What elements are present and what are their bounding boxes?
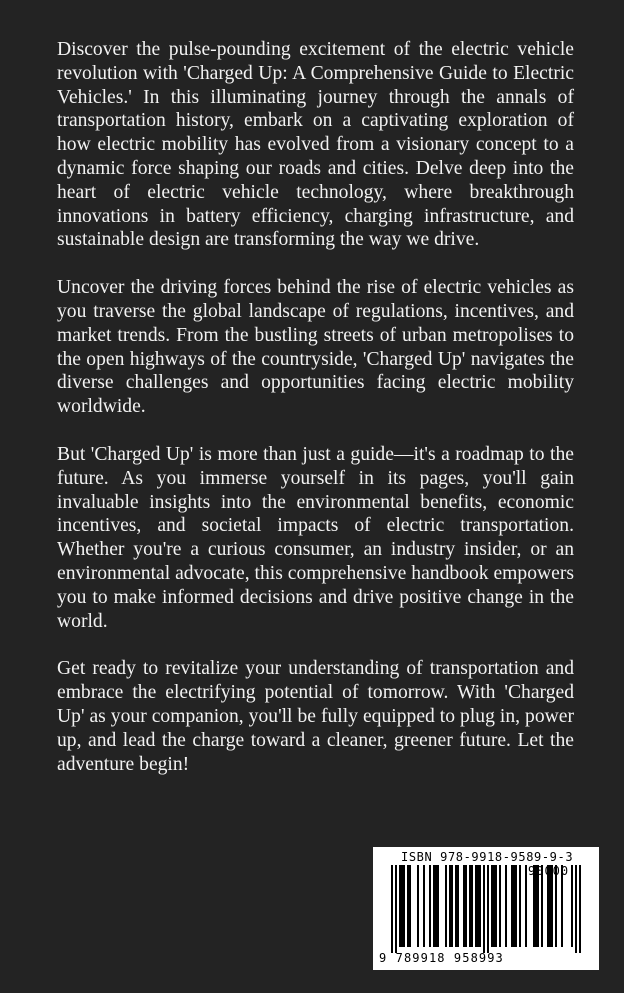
barcode-bar bbox=[479, 865, 481, 947]
blurb-text bbox=[57, 38, 574, 800]
barcode-bar bbox=[433, 865, 435, 947]
barcode-bar bbox=[475, 865, 477, 947]
barcode-bar bbox=[445, 865, 447, 947]
barcode-bar bbox=[437, 865, 439, 947]
barcode-bar bbox=[513, 865, 515, 947]
barcode-bar bbox=[493, 865, 495, 947]
barcode-bar bbox=[525, 865, 527, 947]
barcode-bar bbox=[403, 865, 405, 947]
barcode-bars bbox=[391, 865, 591, 953]
blurb-paragraph-4: Get ready to revitalize your understanding of transportation and embrace the electrifying potential of tomorrow. With 'Charged Up' as your companion, you'll be fully equipped to plug in, power up, and lead the charge toward a cleaner, greener future. Let the adventure begin! bbox=[57, 658, 574, 775]
barcode-bar bbox=[449, 865, 451, 947]
isbn-barcode bbox=[373, 847, 599, 970]
barcode-bar bbox=[401, 865, 403, 947]
barcode-bar bbox=[575, 865, 577, 953]
blurb-paragraph-1: Discover the pulse-pounding excitement of the electric vehicle revolution with 'Charged Up: A Comprehensive Guide to Electric Vehicles.' In this illuminating journey through the annals of transportation history, embark on a captivating exploration of how electric mobility has evolved from a visionary concept to a dynamic force shaping our roads and cities. Delve deep into the heart of electric vehicle technology, where breakthrough innovations in battery efficiency, charging infrastructure, and sustainable design are transforming the way we drive. bbox=[57, 39, 574, 251]
barcode-bar bbox=[399, 865, 401, 947]
barcode-bar bbox=[423, 865, 425, 947]
blurb-paragraph-2: Uncover the driving forces behind the rise of electric vehicles as you traverse the global landscape of regulations, incentives, and market trends. From the bustling streets of urban metropolises to the open highways of the countryside, 'Charged Up' navigates the diverse challenges and opportunities facing electric mobility worldwide. bbox=[57, 277, 574, 418]
barcode-bar bbox=[579, 865, 581, 953]
barcode-bar bbox=[511, 865, 513, 947]
barcode-bar bbox=[515, 865, 517, 947]
barcode-bar bbox=[495, 865, 497, 947]
barcode-bar bbox=[465, 865, 467, 947]
blurb-paragraph-3: But 'Charged Up' is more than just a guide—it's a roadmap to the future. As you immerse yourself in its pages, you'll gain invaluable insights into the environmental benefits, economic incentives, and societal impacts of electric transportation. Whether you're a curious consumer, an industry insider, or an environmental advocate, this comprehensive handbook empowers you to make informed decisions and drive positive change in the world. bbox=[57, 443, 574, 632]
isbn-label: ISBN 978-9918-9589-9-3 bbox=[401, 850, 574, 864]
barcode-bar bbox=[519, 865, 521, 947]
barcode-bar bbox=[429, 865, 431, 947]
barcode-bar bbox=[451, 865, 453, 947]
barcode-bar bbox=[499, 865, 501, 947]
barcode-bar bbox=[505, 865, 507, 947]
barcode-bar bbox=[463, 865, 465, 947]
barcode-bar bbox=[435, 865, 437, 947]
barcode-bar bbox=[409, 865, 411, 947]
barcode-bar bbox=[469, 865, 471, 947]
barcode-bar bbox=[571, 865, 573, 947]
barcode-bar bbox=[407, 865, 409, 947]
barcode-bar bbox=[471, 865, 473, 947]
barcode-bar bbox=[457, 865, 459, 947]
barcode-bar bbox=[487, 865, 489, 953]
barcode-bar bbox=[395, 865, 397, 953]
barcode-bar bbox=[391, 865, 393, 953]
barcode-bar bbox=[455, 865, 457, 947]
price-code: 90000 bbox=[528, 864, 570, 878]
barcode-bar bbox=[417, 865, 419, 947]
barcode-bar bbox=[477, 865, 479, 947]
ean-digits: 9 789918 958993 bbox=[379, 951, 504, 965]
barcode-bar bbox=[491, 865, 493, 947]
barcode-bar bbox=[483, 865, 485, 953]
